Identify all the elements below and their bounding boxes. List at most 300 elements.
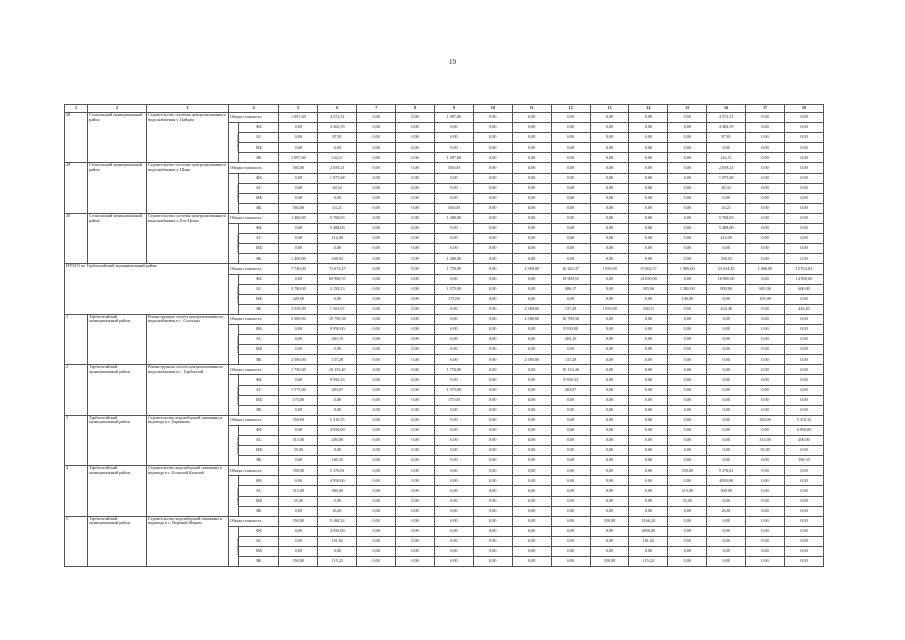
value-cell: 0,00 [473,506,512,516]
value-cell: 0,00 [396,405,435,415]
value-cell: 0,00 [746,335,785,345]
value-cell: 0,00 [590,203,629,213]
value-cell: 0,00 [590,294,629,304]
value-cell: 0,00 [629,436,668,446]
value-cell: 5 376,81 [318,466,357,476]
value-cell: 0,00 [746,213,785,223]
value-cell: 0,00 [512,536,551,546]
value-cell: 0,00 [357,456,396,466]
value-cell: 142,11 [707,153,746,163]
value-cell: 0,00 [590,547,629,557]
project-number: 30 [65,213,88,263]
value-cell: 0,00 [551,436,590,446]
value-cell: 26,81 [318,506,357,516]
value-cell: 23 634,45 [707,264,746,274]
value-cell: 0,00 [512,173,551,183]
vertical-label-text: в том числе: [235,133,240,152]
value-cell: 0,00 [279,173,318,183]
value-cell: 43,21 [318,203,357,213]
value-cell: 203,10 [551,335,590,345]
value-cell: 200,00 [784,436,823,446]
vertical-label-text: в том числе: [235,234,240,253]
value-cell: 0,00 [473,254,512,264]
value-cell: 0,00 [668,224,707,234]
value-cell: 0,00 [746,496,785,506]
fund-label: ФБ [239,173,279,183]
value-cell: 0,00 [551,183,590,193]
value-cell: 0,00 [668,385,707,395]
value-cell: 0,00 [512,395,551,405]
value-cell: 0,00 [668,143,707,153]
fund-label: ВБ [239,456,279,466]
value-cell: 0,00 [590,284,629,294]
value-cell: 0,00 [590,123,629,133]
value-cell: 7 740,00 [279,264,318,274]
value-cell: 0,00 [668,526,707,536]
value-cell: 0,00 [357,385,396,395]
value-cell: 0,00 [357,365,396,375]
value-cell: 1 750,00 [279,365,318,375]
value-cell: 0,00 [434,506,473,516]
value-cell: 5 376,81 [707,466,746,476]
value-cell: 0,00 [551,294,590,304]
value-cell: 0,00 [746,355,785,365]
column-header: 12 [551,105,590,113]
value-cell: 0,00 [746,456,785,466]
fund-label: МБ [239,294,279,304]
municipality-name: Сельгонский муниципальный район [88,213,147,263]
column-header: 14 [629,105,668,113]
value-cell: 0,00 [746,163,785,173]
value-cell: 0,00 [629,395,668,405]
value-cell: 0,00 [668,446,707,456]
value-cell: 0,00 [512,213,551,223]
value-cell: 26,81 [707,506,746,516]
value-cell: 0,00 [512,123,551,133]
value-cell: 0,00 [629,183,668,193]
value-cell: 0,00 [396,163,435,173]
value-cell: 0,00 [784,395,823,405]
value-cell: 0,00 [590,375,629,385]
table-row [65,365,824,375]
value-cell: 0,00 [318,405,357,415]
value-cell: 0,00 [512,254,551,264]
value-cell: 1 400,00 [279,254,318,264]
value-cell: 0,00 [473,193,512,203]
value-cell: 2 580,00 [512,314,551,324]
value-cell: 0,00 [434,314,473,324]
value-cell: 0,00 [434,244,473,254]
value-cell: 0,00 [473,557,512,567]
value-cell: 0,00 [357,405,396,415]
value-cell: 0,00 [512,375,551,385]
value-cell: 0,00 [318,345,357,355]
value-cell: 0,00 [473,456,512,466]
value-cell: 0,00 [512,456,551,466]
value-cell: 0,00 [551,345,590,355]
vertical-label-text: в том числе: [235,537,240,556]
value-cell: 2 158,23 [318,284,357,294]
value-cell: 0,00 [629,476,668,486]
fund-label: Общая стоимость [228,163,278,173]
fund-label: БС [239,183,279,193]
value-cell: 0,00 [707,415,746,425]
value-cell: 0,00 [668,254,707,264]
value-cell: 0,00 [434,234,473,244]
value-cell: 0,00 [629,506,668,516]
value-cell: 0,00 [668,506,707,516]
fund-label: МБ [239,345,279,355]
value-cell: 0,00 [357,395,396,405]
value-cell: 0,00 [396,234,435,244]
value-cell: 4 572,51 [318,113,357,123]
fund-label: Общая стоимость [228,314,278,324]
value-cell: 0,00 [746,133,785,143]
value-cell: 0,00 [473,244,512,254]
value-cell: 0,00 [629,294,668,304]
value-cell: 0,00 [746,385,785,395]
value-cell: 0,00 [629,486,668,496]
value-cell: 0,00 [707,436,746,446]
value-cell: 0,00 [629,365,668,375]
value-cell: 0,00 [668,203,707,213]
value-cell: 0,00 [396,314,435,324]
value-cell: 0,00 [784,183,823,193]
value-cell: 0,00 [357,486,396,496]
value-cell: 0,00 [590,536,629,546]
value-cell: 0,00 [512,526,551,536]
value-cell: 101,02 [629,536,668,546]
value-cell: 0,00 [707,405,746,415]
value-cell: 0,00 [784,405,823,415]
value-cell: 4 572,51 [707,113,746,123]
value-cell: 1 800,00 [668,264,707,274]
project-number: 28 [65,113,88,163]
value-cell: 0,00 [590,254,629,264]
value-cell: 0,00 [512,425,551,435]
value-cell: 0,00 [357,254,396,264]
value-cell: 0,00 [396,456,435,466]
value-cell: 0,00 [396,335,435,345]
value-cell: 0,00 [668,405,707,415]
value-cell: 504,00 [434,163,473,173]
value-cell: 0,00 [512,506,551,516]
value-cell: 0,00 [551,536,590,546]
value-cell: 0,00 [512,486,551,496]
value-cell: 0,00 [473,405,512,415]
value-cell: 0,00 [668,314,707,324]
value-cell: 0,00 [784,506,823,516]
value-cell: 0,00 [590,153,629,163]
value-cell: 1 400,00 [279,213,318,223]
project-number: 3 [65,415,88,465]
value-cell: 19 900,55 [551,274,590,284]
value-cell: 0,00 [279,183,318,193]
value-cell: 0,00 [629,244,668,254]
value-cell: 0,00 [434,133,473,143]
value-cell: 4950,00 [629,526,668,536]
value-cell: 0,00 [434,405,473,415]
value-cell: 0,00 [473,264,512,274]
value-cell: 0,00 [707,365,746,375]
value-cell: 5 168,24 [318,516,357,526]
column-header: 2 [88,105,147,113]
value-cell: 800,00 [707,284,746,294]
table-row [65,415,824,425]
value-cell: 73 673,47 [318,264,357,274]
value-cell: 0,00 [746,244,785,254]
value-cell: 0,00 [629,355,668,365]
value-cell: 10 790,38 [318,314,357,324]
value-cell: 0,00 [396,516,435,526]
value-cell: 0,00 [434,415,473,425]
value-cell: 0,00 [512,193,551,203]
value-cell: 160,35 [318,456,357,466]
value-cell: 0,00 [551,395,590,405]
value-cell: 0,00 [784,365,823,375]
value-cell: 0,00 [396,294,435,304]
value-cell: 0,00 [396,173,435,183]
value-cell: 87,81 [318,133,357,143]
value-cell: 0,00 [746,425,785,435]
value-cell: 0,00 [668,395,707,405]
value-cell: 0,00 [668,304,707,314]
value-cell: 0,00 [396,395,435,405]
value-cell: 115,22 [629,557,668,567]
value-cell: 350,00 [668,466,707,476]
value-cell: 168,03 [318,254,357,264]
value-cell: 0,00 [434,476,473,486]
value-cell: 0,00 [473,294,512,304]
value-cell: 0,00 [512,294,551,304]
column-header: 11 [512,105,551,113]
value-cell: 0,00 [551,547,590,557]
value-cell: 5 488,00 [707,224,746,234]
value-cell: 0,00 [473,365,512,375]
value-cell: 0,00 [434,274,473,284]
value-cell: 0,00 [357,193,396,203]
value-cell: 0,00 [357,163,396,173]
value-cell: 137,28 [551,304,590,314]
value-cell: 0,00 [396,486,435,496]
value-cell: 0,00 [590,436,629,446]
value-cell: 0,00 [707,314,746,324]
municipality-name: Тарбагатайский муниципальный район [88,466,147,516]
value-cell: 0,00 [668,365,707,375]
value-cell: 0,00 [551,476,590,486]
value-cell: 0,00 [707,294,746,304]
value-cell: 0,00 [746,557,785,567]
value-cell: 0,00 [551,224,590,234]
value-cell: 0,00 [434,425,473,435]
value-cell: 2 580,00 [512,264,551,274]
value-cell: 0,00 [357,425,396,435]
value-cell: 0,00 [784,536,823,546]
value-cell: 504,00 [279,163,318,173]
value-cell: 0,00 [434,193,473,203]
value-cell: 0,00 [551,123,590,133]
vertical-label [228,224,239,264]
value-cell: 0,00 [590,113,629,123]
value-cell: 140,00 [668,294,707,304]
value-cell: 0,00 [434,456,473,466]
value-cell: 0,00 [512,405,551,415]
value-cell: 0,00 [512,244,551,254]
value-cell: 0,00 [590,335,629,345]
value-cell: 504,00 [279,203,318,213]
value-cell: 0,00 [279,536,318,546]
value-cell: 0,00 [396,254,435,264]
value-cell: 0,00 [318,294,357,304]
value-cell: 0,00 [590,324,629,334]
value-cell: 0,00 [434,224,473,234]
value-cell: 15 802,57 [629,264,668,274]
value-cell: 0,00 [784,516,823,526]
value-cell: 0,00 [396,436,435,446]
value-cell: 0,00 [473,345,512,355]
value-cell: 2 059,21 [707,163,746,173]
value-cell: 0,00 [707,547,746,557]
value-cell: 0,00 [551,446,590,456]
project-number: 1 [65,314,88,364]
value-cell: 0,00 [434,173,473,183]
value-cell: 0,00 [746,113,785,123]
value-cell: 1 200,00 [668,284,707,294]
value-cell: 0,00 [473,213,512,223]
value-cell: 0,00 [590,506,629,516]
value-cell: 1 975,68 [318,173,357,183]
value-cell: 442,63 [784,304,823,314]
value-cell: 4 950,00 [318,425,357,435]
value-cell: 0,00 [357,355,396,365]
value-cell: 406,17 [551,284,590,294]
value-cell: 0,00 [551,506,590,516]
column-header: 10 [473,105,512,113]
value-cell: 0,00 [279,456,318,466]
value-cell: 0,00 [434,123,473,133]
value-cell: 1 575,00 [434,284,473,294]
value-cell: 0,00 [746,547,785,557]
vertical-label [228,526,239,566]
value-cell: 0,00 [434,446,473,456]
value-cell: 0,00 [473,436,512,446]
value-cell: 0,00 [279,345,318,355]
value-cell: 0,00 [746,193,785,203]
project-number: 5 [65,516,88,566]
fund-label: Общая стоимость [228,516,278,526]
value-cell: 0,00 [668,355,707,365]
value-cell: 2 580,00 [279,355,318,365]
value-cell: 0,00 [473,123,512,133]
municipality-name: Тарбагатайский муниципальный район [88,415,147,465]
object-name: Строительство системы централизованного водоснабжения у. Цайдам [146,113,228,163]
value-cell: 0,00 [707,536,746,546]
value-cell: 0,00 [784,213,823,223]
fund-label: ВБ [239,355,279,365]
value-cell: 0,00 [473,284,512,294]
value-cell: 0,00 [590,244,629,254]
value-cell: 0,00 [473,183,512,193]
value-cell: 0,00 [746,123,785,133]
vertical-label-text: в том числе: [235,386,240,404]
project-number: 29 [65,163,88,213]
value-cell: 0,00 [551,526,590,536]
value-cell: 600,00 [784,284,823,294]
value-cell: 0,00 [512,224,551,234]
municipality-name: Тарбагатайский муниципальный район [88,365,147,415]
value-cell: 0,00 [746,345,785,355]
value-cell: 0,00 [746,224,785,234]
value-cell: 0,00 [279,274,318,284]
value-cell: 0,00 [784,486,823,496]
value-cell: 0,00 [279,324,318,334]
value-cell: 1 750,00 [434,264,473,274]
value-cell: 0,00 [668,183,707,193]
value-cell: 0,00 [512,547,551,557]
value-cell: 0,00 [396,113,435,123]
value-cell: 0,00 [629,335,668,345]
value-cell: 0,00 [357,224,396,234]
value-cell: 0,00 [551,153,590,163]
value-cell: 0,00 [473,304,512,314]
value-cell: 0,00 [396,324,435,334]
value-cell: 0,00 [551,557,590,567]
value-cell: 0,00 [512,415,551,425]
value-cell: 350,00 [279,516,318,526]
vertical-label [228,476,239,516]
value-cell: 0,00 [707,446,746,456]
value-cell: 0,00 [396,193,435,203]
value-cell: 0,00 [668,123,707,133]
value-cell: 0,00 [551,425,590,435]
value-cell: 0,00 [357,506,396,516]
value-cell: 0,00 [746,476,785,486]
value-cell: 0,00 [512,284,551,294]
value-cell: 1 097,60 [434,153,473,163]
value-cell: 0,00 [590,405,629,415]
fund-label: МБ [239,446,279,456]
fund-label: БС [239,536,279,546]
value-cell: 0,00 [746,254,785,264]
value-cell: 0,00 [707,143,746,153]
fund-label: ФБ [239,274,279,284]
value-cell: 0,00 [629,425,668,435]
value-cell: 0,00 [434,486,473,496]
value-cell: 0,00 [357,496,396,506]
value-cell: 0,00 [434,355,473,365]
value-cell: 4 950,00 [318,476,357,486]
value-cell: 0,00 [396,264,435,274]
value-cell: 0,00 [551,456,590,466]
value-cell: 0,00 [784,234,823,244]
value-cell: 1 600,00 [746,264,785,274]
value-cell: 0,00 [551,163,590,173]
value-cell: 175,00 [434,395,473,405]
value-cell: 350,00 [279,466,318,476]
table-row [65,466,824,476]
value-cell: 0,00 [784,224,823,234]
value-cell: 0,00 [629,405,668,415]
value-cell: 0,00 [357,415,396,425]
value-cell: 0,00 [551,244,590,254]
object-name: Строительство системы централизованного водоснабжения у. Шаки [146,163,228,213]
value-cell: 0,00 [707,557,746,567]
vertical-label [228,123,239,163]
value-cell: 0,00 [396,213,435,223]
value-cell: 0,00 [357,345,396,355]
value-cell: 0,00 [629,466,668,476]
value-cell: 0,00 [668,415,707,425]
